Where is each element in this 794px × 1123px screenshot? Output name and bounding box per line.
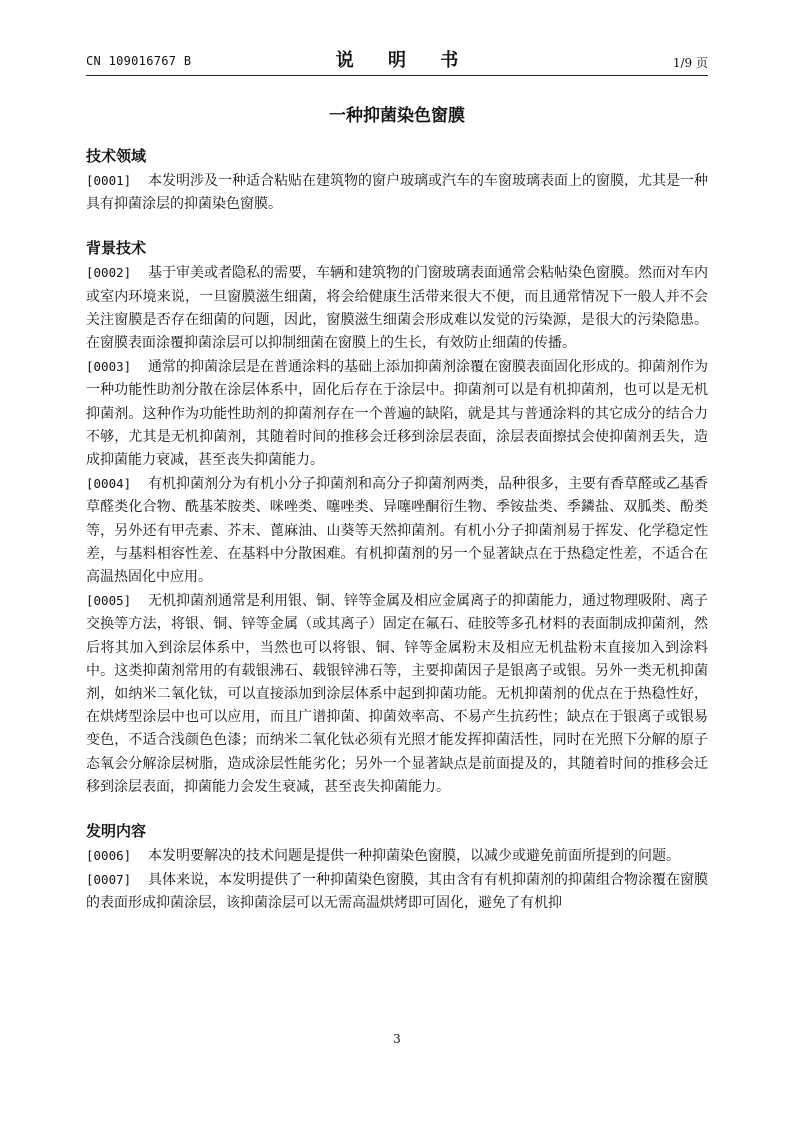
paragraph-number: [0004] <box>86 476 132 492</box>
paragraph <box>86 355 708 472</box>
paragraph-number: [0001] <box>86 173 132 188</box>
page-number: 3 <box>393 1032 401 1046</box>
section-heading: 技术领域 <box>86 147 147 165</box>
paragraph-text: 基于审美或者隐私的需要，车辆和建筑物的门窗玻璃表面通常会粘帖染色窗膜。然而对车内或室内环境来说，一旦窗膜滋生细菌，将会给健康生活带来很大不便，而且通常情况下一般人并不会关注窗膜是否存在细菌的问题，因此，窗膜滋生细菌会形成难以发觉的污染源，是很大的污染隐患。在窗膜表面涂覆抑菌涂层可以抑制细菌在窗膜上的生长，有效防止细菌的传播。 <box>86 265 708 352</box>
header-rule <box>86 75 708 76</box>
paragraph-text: 本发明涉及一种适合粘贴在建筑物的窗户玻璃或汽车的车窗玻璃表面上的窗膜，尤其是一种具有抑菌涂层的抑菌染色窗膜。 <box>86 173 708 213</box>
document-body <box>86 143 708 935</box>
paragraph-number: [0002] <box>86 265 132 281</box>
paragraph-text: 通常的抑菌涂层是在普通涂料的基础上添加抑菌剂涂覆在窗膜表面固化形成的。抑菌剂作为一种功能性助剂分散在涂层体系中，固化后存在于涂层中。抑菌剂可以是有机抑菌剂，也可以是无机抑菌剂。这种作为功能性助剂的抑菌剂存在一个普遍的缺陷，就是其与普通涂料的其它成分的结合力不够，尤其是无机抑菌剂，其随着时间的推移会迁移到涂层表面，涂层表面擦拭会使抑菌剂丢失，造成抑菌能力衰减，甚至丧失抑菌能力。 <box>86 359 708 469</box>
paragraph-number: [0005] <box>86 593 132 609</box>
paragraph-text: 具体来说，本发明提供了一种抑菌染色窗膜，其由含有有机抑菌剂的抑菌组合物涂覆在窗膜的表面形成抑菌涂层，该抑菌涂层可以无需高温烘烤即可固化，避免了有机抑 <box>86 872 708 912</box>
paragraph <box>86 844 708 868</box>
paragraph <box>86 169 708 216</box>
paragraph-text: 本发明要解决的技术问题是提供一种抑菌染色窗膜，以减少或避免前面所提到的问题。 <box>148 848 680 865</box>
paragraph-number: [0006] <box>86 848 132 864</box>
paragraph-text: 无机抑菌剂通常是利用银、铜、锌等金属及相应金属离子的抑菌能力，通过物理吸附、离子交换等方法，将银、铜、锌等金属（或其离子）固定在氟石、硅胶等多孔材料的表面制成抑菌剂，然后将其加入到涂层体系中，当然也可以将银、铜、锌等金属粉末及相应无机盐粉末直接加入到涂料中。这类抑菌剂常用的有载银沸石、载银锌沸石等，主要抑菌因子是银离子或银。另外一类无机抑菌剂，如纳米二氧化钛，可以直接添加到涂层体系中起到抑菌功能。无机抑菌剂的优点在于热稳性好，在烘烤型涂层中也可以应用，而且广谱抑菌、抑菌效率高、不易产生抗药性；缺点在于银离子或银易变色，不适合浅颜色色漆；而纳米二氧化钛必须有光照才能发挥抑菌活性，同时在光照下分解的原子态氧会分解涂层树脂，造成涂层性能劣化；另外一个显著缺点是前面提及的，其随着时间的推移会迁移到涂层表面，抑菌能力会发生衰减，甚至丧失抑菌能力。 <box>86 593 708 795</box>
paragraph-text: 有机抑菌剂分为有机小分子抑菌剂和高分子抑菌剂两类，品种很多，主要有香草醛或乙基香草醛类化合物、酰基苯胺类、咪唑类、噻唑类、异噻唑酮衍生物、季铵盐类、季鏻盐、双胍类、酚类等，另外还有甲壳素、芥末、蓖麻油、山葵等天然抑菌剂。有机小分子抑菌剂易于挥发、化学稳定性差，与基料相容性差、在基料中分散困难。有机抑菌剂的另一个显著缺点在于热稳定性差，不适合在高温热固化中应用。 <box>86 476 708 586</box>
section-technical-field <box>86 143 708 216</box>
document-title: 一种抑菌染色窗膜 <box>329 106 465 126</box>
section-background-art <box>86 235 708 799</box>
paragraph <box>86 261 708 355</box>
page-info: 1/9 页 <box>672 56 708 70</box>
section-summary <box>86 818 708 916</box>
paragraph-number: [0007] <box>86 872 132 888</box>
paragraph-number: [0003] <box>86 359 132 375</box>
paragraph <box>86 589 708 799</box>
section-heading: 背景技术 <box>86 239 147 258</box>
publication-number: CN 109016767 B <box>86 54 192 68</box>
paragraph <box>86 868 708 915</box>
paragraph <box>86 472 708 589</box>
section-heading: 发明内容 <box>86 822 147 841</box>
document-type: 说 明 书 <box>335 50 473 71</box>
page-header <box>86 44 708 74</box>
